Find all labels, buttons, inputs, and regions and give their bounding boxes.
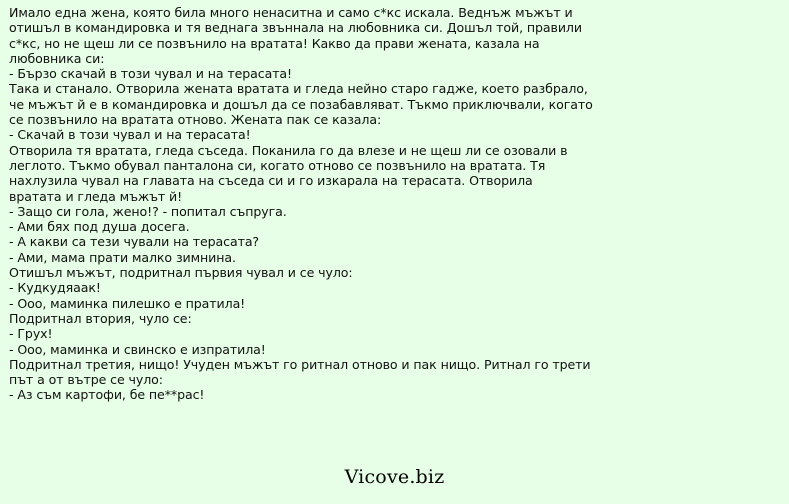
text-line: вратата и гледа мъжът й! <box>9 188 183 204</box>
text-line: отишъл в командировка и тя веднага звъннала на любовника си. Дошъл той, правили <box>9 20 582 36</box>
text-line: - Кудкудяаак! <box>9 280 101 296</box>
text-line: - Аз съм картофи, бе пе**рас! <box>9 387 205 403</box>
text-line: - Защо си гола, жено!? - попитал съпруга. <box>9 203 287 219</box>
text-line: Подритнал третия, нищо! Учуден мъжът го ритнал отново и пак нищо. Ритнал го трети <box>9 356 591 372</box>
text-line: - Бързо скачай в този чувал и на терасата! <box>9 66 292 82</box>
text-line: Отворила тя вратата, гледа съседа. Поканила го да влезе и не щеш ли се озовали в <box>9 142 568 158</box>
text-line: Подритнал втория, чуло се: <box>9 310 192 326</box>
text-line: - А какви са тези чували на терасата? <box>9 234 260 250</box>
text-line: Отишъл мъжът, подритнал първия чувал и се чуло: <box>9 265 353 281</box>
text-line: - Ами бях под душа досега. <box>9 219 190 235</box>
text-line: - Ами, мама прати малко зимнина. <box>9 249 236 265</box>
text-line: с*кс, но не щеш ли се позвънило на вратата! Какво да прави жената, казала на <box>9 35 540 51</box>
text-line: - Ооо, маминка и свинско е изпратила! <box>9 341 266 357</box>
text-line: път а от вътре се чуло: <box>9 372 163 388</box>
text-line: се позвънило на вратата отново. Жената пак се казала: <box>9 112 382 128</box>
text-line: - Ооо, маминка пилешко е пратила! <box>9 295 246 311</box>
text-line: леглото. Тъкмо обувал панталона си, когато отново се позвънило на вратата. Тя <box>9 157 546 173</box>
text-line: - Скачай в този чувал и на терасата! <box>9 127 251 143</box>
text-line: че мъжът й е в командировка и дошъл да се позабавляват. Тъкмо приключвали, когато <box>9 96 593 112</box>
text-line: нахлузила чувал на главата на съседа си и го изкарала на терасата. Отворила <box>9 173 533 189</box>
joke-text <box>9 5 781 403</box>
text-line: любовника си: <box>9 50 105 66</box>
text-line: Така и станало. Отворила жената вратата и гледа нейно старо гадже, което разбрало, <box>9 81 588 97</box>
site-watermark: Vicove.biz <box>344 466 445 488</box>
text-line: Имало една жена, която била много ненаситна и само с*кс искала. Веднъж мъжът и <box>9 5 573 20</box>
text-line: - Грух! <box>9 326 53 342</box>
